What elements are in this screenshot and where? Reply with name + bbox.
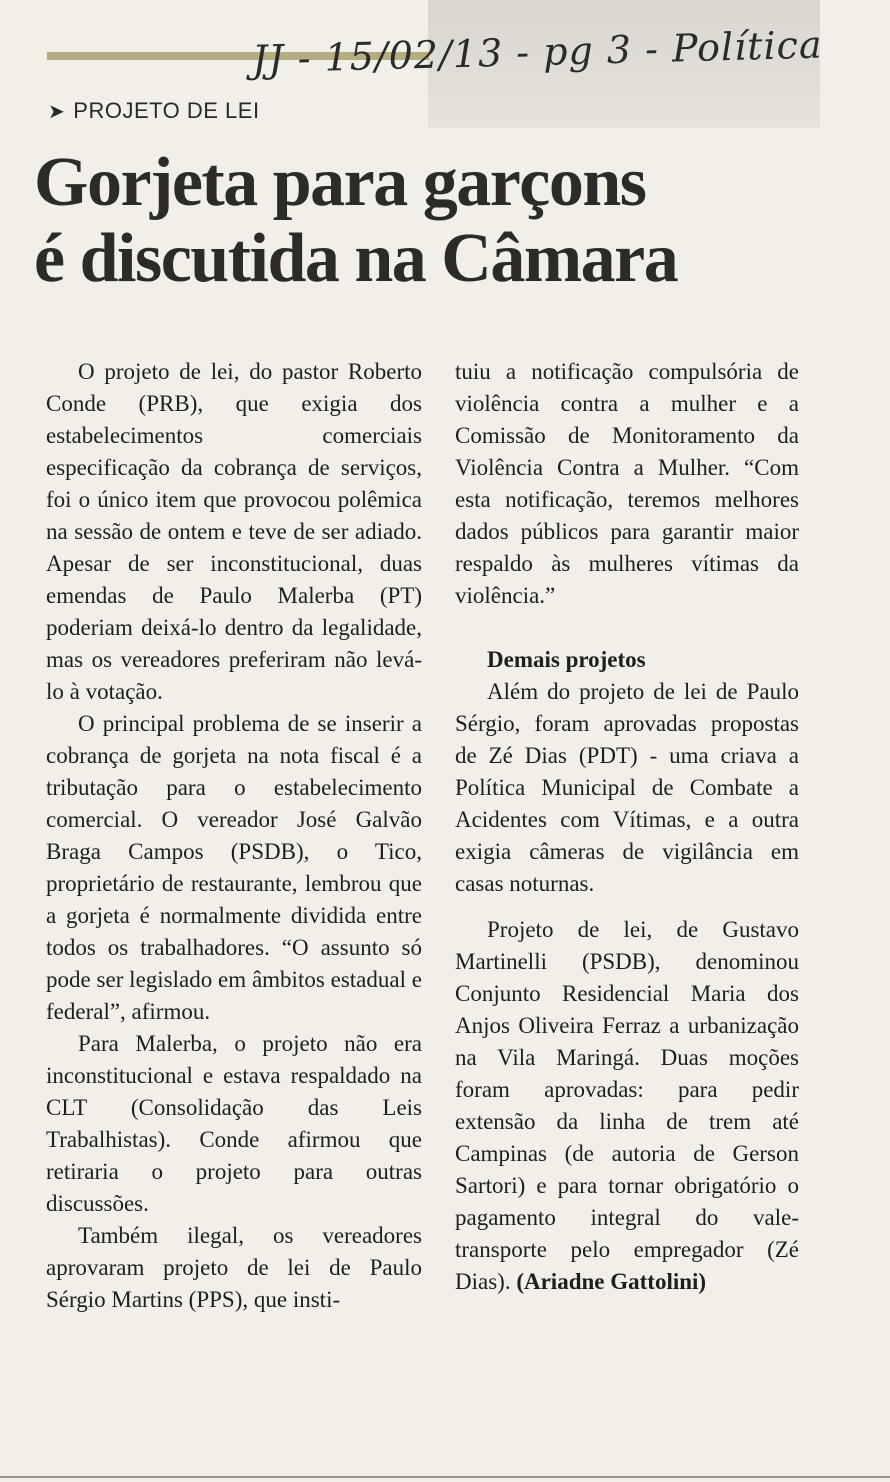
paragraph: O principal problema de se inserir a cobrança de gorjeta na nota fiscal é a tributação para o estabelecimento comercial. O vereador José Galvão Braga Campos (PSDB), o Tico, proprietário de restaurante, lembrou que a gorjeta é normalmente dividida entre todos os trabalhadores. “O assunto só pode ser legislado em âmbitos estadual e federal”, afirmou. [46, 711, 422, 1024]
paragraph [455, 914, 799, 1298]
paragraph: tuiu a notificação compulsória de violência contra a mulher e a Comissão de Monitoramento da Violência Contra a Mulher. “Com esta notificação, teremos melhores dados públicos para garantir maior respaldo às mulheres vítimas da violência.” [455, 359, 799, 608]
kicker-label: PROJETO DE LEI [73, 98, 260, 123]
paragraph: Além do projeto de lei de Paulo Sérgio, foram aprovadas propostas de Zé Dias (PDT) - uma criava a Política Municipal de Combate a Acidentes com Vítimas, e a outra exigia câmeras de vigilância em casas noturnas. [455, 679, 799, 896]
arrow-icon: ➤ [48, 101, 66, 123]
headline [34, 145, 824, 297]
paragraph: Também ilegal, os vereadores aprovaram projeto de lei de Paulo Sérgio Martins (PPS), que insti- [46, 1223, 422, 1312]
article-column-left [46, 356, 422, 1316]
article-column-right [455, 356, 799, 1298]
headline-line-2: é discutida na Câmara [34, 220, 678, 297]
paragraph: O projeto de lei, do pastor Roberto Conde (PRB), que exigia dos estabelecimentos comerciais especificação da cobrança de serviços, foi o único item que provocou polêmica na sessão de ontem e teve de ser adiado. Apesar de ser inconstitucional, duas emendas de Paulo Malerba (PT) poderiam deixá-lo dentro da legalidade, mas os vereadores preferiram não levá-lo à votação. [46, 359, 422, 704]
subheading: Demais projetos [487, 647, 646, 672]
paragraph-text: Projeto de lei, de Gustavo Martinelli (PSDB), denominou Conjunto Residencial Maria dos Anjos Oliveira Ferraz a urbanização na Vila Maringá. Duas moções foram aprovadas: para pedir extensão da linha de trem até Campinas (de autoria de Gerson Sartori) e para tornar obrigatório o pagamento integral do vale-transporte pelo empregador (Zé Dias). [455, 917, 799, 1294]
kicker [48, 98, 260, 124]
paragraph: Para Malerba, o projeto não era inconstitucional e estava respaldado na CLT (Consolidação das Leis Trabalhistas). Conde afirmou que retiraria o projeto para outras discussões. [46, 1031, 422, 1216]
handwritten-archive-note: JJ - 15/02/13 - pg 3 - Política [251, 22, 824, 82]
byline: (Ariadne Gattolini) [516, 1269, 707, 1294]
scan-edge [0, 1476, 890, 1478]
headline-line-1: Gorjeta para garçons [34, 144, 646, 221]
